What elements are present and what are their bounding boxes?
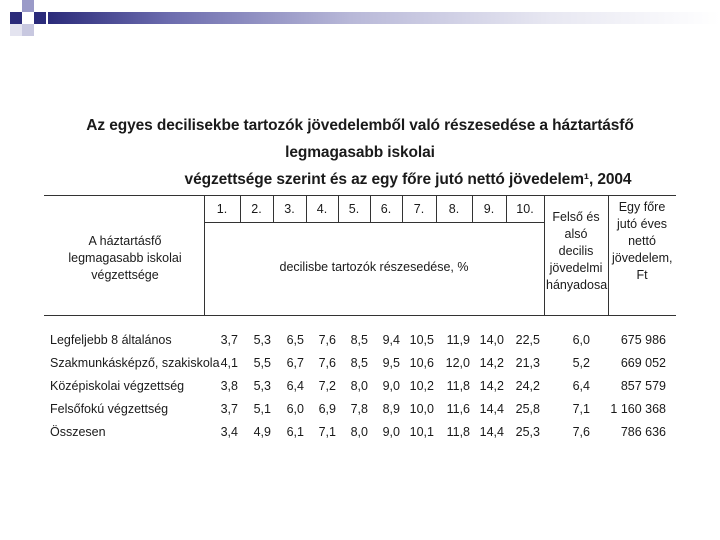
decile-value: 10,1 (409, 425, 434, 439)
decile-value: 6,9 (318, 402, 336, 416)
income-header: Egy főre jutó éves nettó jövedelem, Ft (612, 200, 673, 282)
decile-value: 7,8 (350, 402, 368, 416)
decile-value: 11,8 (446, 425, 470, 439)
decile-value: 8,5 (350, 333, 368, 347)
decile-value: 10,5 (409, 333, 434, 347)
decile-value: 6,4 (286, 379, 304, 393)
decile-value: 5,3 (253, 379, 271, 393)
deco-square (34, 12, 46, 24)
decile-value: 4,9 (253, 425, 271, 439)
decile-value: 10,2 (409, 379, 434, 393)
decile-value: 11,6 (446, 402, 470, 416)
decile-value: 22,5 (515, 333, 540, 347)
decile-header: 4. (316, 202, 328, 216)
decile-header: 6. (380, 202, 392, 216)
data-table (44, 195, 676, 445)
ratio-value: 6,0 (572, 333, 590, 347)
income-value: 1 160 368 (610, 402, 666, 416)
decile-value: 12,0 (445, 356, 470, 370)
rule-deciles (204, 222, 544, 223)
decile-header: 7. (413, 202, 425, 216)
decile-value: 8,0 (350, 425, 368, 439)
decile-value: 14,0 (479, 333, 504, 347)
ratio-value: 6,4 (572, 379, 590, 393)
decile-value: 8,5 (350, 356, 368, 370)
decile-value: 25,8 (515, 402, 540, 416)
row-label: Legfeljebb 8 általános (50, 333, 172, 347)
deco-gradient-bar (48, 12, 720, 24)
title-line-1: Az egyes decilisekbe tartozók jövedelemből való részesedése a háztartásfő legmagasabb iskolai (86, 117, 634, 161)
decile-value: 3,4 (220, 425, 238, 439)
decile-value: 5,3 (253, 333, 271, 347)
decile-value: 3,8 (220, 379, 238, 393)
decile-value: 14,2 (479, 379, 504, 393)
row-label: Középiskolai végzettség (50, 379, 185, 393)
decile-header: 5. (348, 202, 360, 216)
deco-square (22, 24, 34, 36)
decile-header: 8. (448, 202, 460, 216)
decile-value: 10,0 (409, 402, 434, 416)
title-line-2: végzettsége szerint és az egy főre jutó nettó jövedelem¹, 2004 (184, 171, 632, 188)
decile-value: 9,0 (382, 425, 400, 439)
decile-header: 1. (216, 202, 228, 216)
decile-value: 14,2 (479, 356, 504, 370)
decile-value: 9,4 (382, 333, 400, 347)
rule-header-bottom (44, 315, 676, 316)
decile-value: 6,5 (286, 333, 304, 347)
decile-value: 6,0 (286, 402, 304, 416)
income-value: 786 636 (620, 425, 666, 439)
ratio-header: Felső és alsó decilis jövedelmi hányadosa (546, 210, 608, 292)
decile-value: 14,4 (479, 425, 504, 439)
deco-square (10, 24, 22, 36)
decile-value: 5,5 (253, 356, 271, 370)
ratio-value: 7,1 (572, 402, 590, 416)
rule-v (544, 195, 545, 315)
income-value: 675 986 (620, 333, 666, 347)
decile-value: 4,1 (220, 356, 238, 370)
decile-value: 9,0 (382, 379, 400, 393)
decile-value: 6,7 (286, 356, 304, 370)
decile-value: 11,9 (446, 333, 470, 347)
decile-value: 25,3 (515, 425, 540, 439)
decile-header: 9. (483, 202, 495, 216)
decile-value: 7,6 (318, 333, 336, 347)
decile-value: 21,3 (515, 356, 540, 370)
decile-header: 3. (284, 202, 295, 216)
decile-value: 3,7 (220, 402, 238, 416)
rule-v (608, 195, 609, 315)
decile-header: 10. (516, 202, 534, 216)
ratio-value: 5,2 (572, 356, 590, 370)
decile-value: 24,2 (515, 379, 540, 393)
decile-value: 8,9 (382, 402, 400, 416)
income-value: 669 052 (620, 356, 666, 370)
decile-value: 6,1 (286, 425, 304, 439)
span-header: decilisbe tartozók részesedése, % (279, 260, 469, 274)
rule-top (44, 195, 676, 196)
deco-square (22, 0, 34, 12)
decile-value: 3,7 (220, 333, 238, 347)
decile-value: 7,6 (318, 356, 336, 370)
row-label: Szakmunkásképző, szakiskola (50, 356, 220, 370)
decile-value: 7,2 (318, 379, 336, 393)
income-value: 857 579 (620, 379, 666, 393)
decile-value: 7,1 (318, 425, 336, 439)
decile-value: 5,1 (253, 402, 271, 416)
decile-value: 10,6 (409, 356, 434, 370)
deco-square (10, 12, 22, 24)
ratio-value: 7,6 (572, 425, 590, 439)
row-label: Felsőfokú végzettség (50, 402, 169, 416)
decile-value: 9,5 (382, 356, 400, 370)
decile-value: 11,8 (446, 379, 470, 393)
decile-value: 8,0 (350, 379, 368, 393)
slide-decoration (0, 0, 720, 40)
table-title (40, 112, 680, 193)
row-label: Összesen (50, 425, 106, 439)
decile-header: 2. (251, 202, 262, 216)
decile-value: 14,4 (479, 402, 504, 416)
row-header: A háztartásfő legmagasabb iskolai végzettsége (68, 234, 182, 282)
